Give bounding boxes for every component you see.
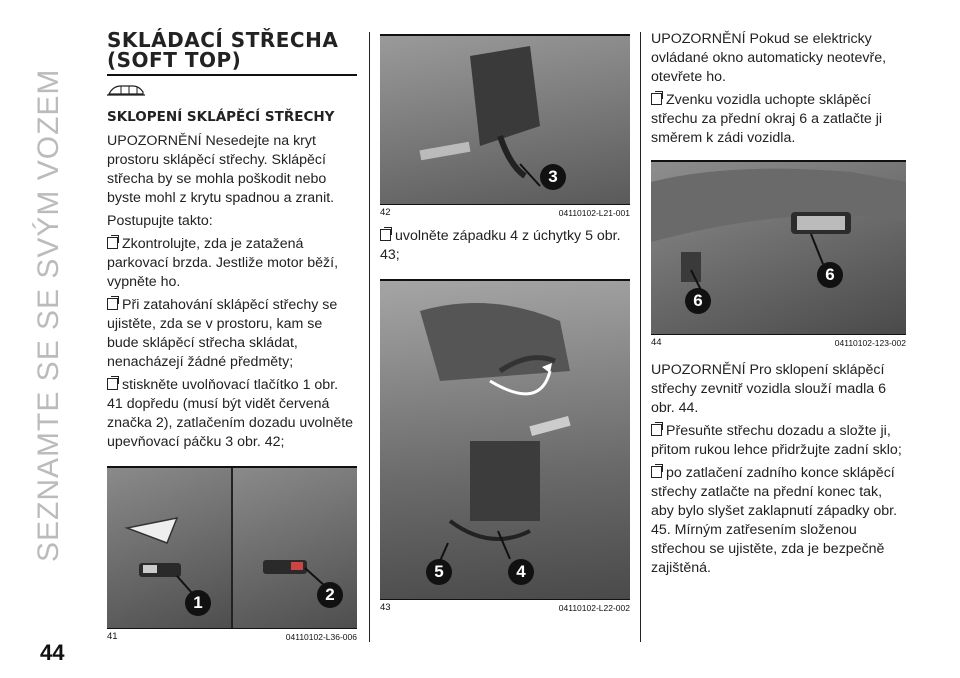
figure-41-right-panel — [233, 468, 357, 628]
figure-42 — [380, 34, 630, 219]
title-rule — [107, 74, 357, 76]
bullet-text: Zvenku vozidla uchopte sklápěcí střechu za přední okraj 6 a zatlačte ji směrem k zádi vozidla. — [651, 92, 883, 146]
bullet-item — [107, 235, 357, 292]
bullet-item — [107, 376, 357, 452]
figure-44 — [651, 160, 906, 349]
subsection-title: SKLOPENÍ SKLÁPĚCÍ STŘECHY — [107, 109, 335, 125]
figure-code: 04110102-L21-001 — [558, 208, 630, 218]
bullet-icon — [107, 237, 118, 249]
figure-caption — [107, 629, 357, 643]
bullet-text: Zkontrolujte, zda je zatažená parkovací brzda. Jestliže motor běží, vypněte ho. — [107, 236, 339, 290]
chapter-side-title: SEZNAMTE SE SE SVÝM VOZEM — [32, 68, 65, 562]
figure-43-image — [380, 281, 630, 599]
bullet-item — [651, 422, 906, 460]
figure-41-image — [107, 468, 357, 628]
bullet-icon — [651, 424, 662, 436]
callout-5: 5 — [426, 559, 452, 585]
callout-4: 4 — [508, 559, 534, 585]
bullet-text: Přesuňte střechu dozadu a složte ji, přitom rukou lehce přidržujte zadní sklo; — [651, 423, 902, 458]
convertible-symbol-icon — [107, 82, 357, 100]
column-divider — [369, 32, 370, 642]
figure-code: 04110102-123-002 — [834, 338, 906, 348]
figure-41-left-panel — [107, 468, 231, 628]
figure-number: 42 — [380, 207, 391, 218]
column-2 — [380, 30, 630, 614]
section-title: SKLÁDACÍ STŘECHA (SOFT TOP) — [107, 28, 339, 72]
figure-41 — [107, 466, 357, 643]
figure-number: 44 — [651, 337, 662, 348]
bullet-icon — [107, 378, 118, 390]
bullet-item — [107, 296, 357, 372]
callout-3: 3 — [540, 164, 566, 190]
figure-44-image — [651, 162, 906, 334]
callout-1: 1 — [185, 590, 211, 616]
figure-caption — [380, 205, 630, 219]
bullet-icon — [380, 229, 391, 241]
callout-6-left: 6 — [685, 288, 711, 314]
bullet-item — [380, 227, 630, 265]
callout-6-right: 6 — [817, 262, 843, 288]
column-1 — [107, 30, 357, 643]
figure-number: 41 — [107, 631, 118, 642]
figure-number: 43 — [380, 602, 391, 613]
bullet-icon — [651, 93, 662, 105]
bullet-item — [651, 91, 906, 148]
bullet-item — [651, 464, 906, 578]
column-3 — [651, 30, 906, 582]
callout-2: 2 — [317, 582, 343, 608]
warning-paragraph: UPOZORNĚNÍ Pro sklopení sklápěcí střechy zevnitř vozidla slouží madla 6 obr. 44. — [651, 362, 886, 416]
bullet-text: stiskněte uvolňovací tlačítko 1 obr. 41 dopředu (musí být vidět červená značka 2), zatlačením dozadu uvolněte upevňovací páčku 3 obr. 42; — [107, 377, 354, 450]
figure-caption — [651, 335, 906, 349]
bullet-icon — [107, 298, 118, 310]
column-divider — [640, 32, 641, 642]
figure-caption — [380, 600, 630, 614]
figure-43 — [380, 279, 630, 614]
bullet-text: Při zatahování sklápěcí střechy se ujistěte, zda se v prostoru, kam se bude sklápěcí střecha skládat, nenacházejí žádné předměty; — [107, 297, 338, 370]
warning-paragraph: UPOZORNĚNÍ Nesedejte na kryt prostoru sklápěcí střechy. Sklápěcí střecha by se mohla poškodit nebo byste mohl z krytu spadnou a zranit. — [107, 133, 335, 206]
bullet-text: uvolněte západku 4 z úchytky 5 obr. 43; — [380, 228, 621, 263]
figure-code: 04110102-L22-002 — [558, 603, 630, 613]
page-number: 44 — [40, 640, 65, 665]
bullet-icon — [651, 466, 662, 478]
paragraph: Postupujte takto: — [107, 213, 213, 229]
figure-42-image — [380, 36, 630, 204]
figure-code: 04110102-L36-006 — [285, 632, 357, 642]
warning-paragraph: UPOZORNĚNÍ Pokud se elektricky ovládané okno automaticky neotevře, otevřete ho. — [651, 31, 887, 85]
bullet-text: po zatlačení zadního konce sklápěcí střechy zatlačte na přední konec tak, aby bylo slyšet zaklapnutí západky obr. 45. Mírným zatřesením složenou střechou se ujistěte, zda je bezpečně zajištěná. — [651, 465, 898, 576]
